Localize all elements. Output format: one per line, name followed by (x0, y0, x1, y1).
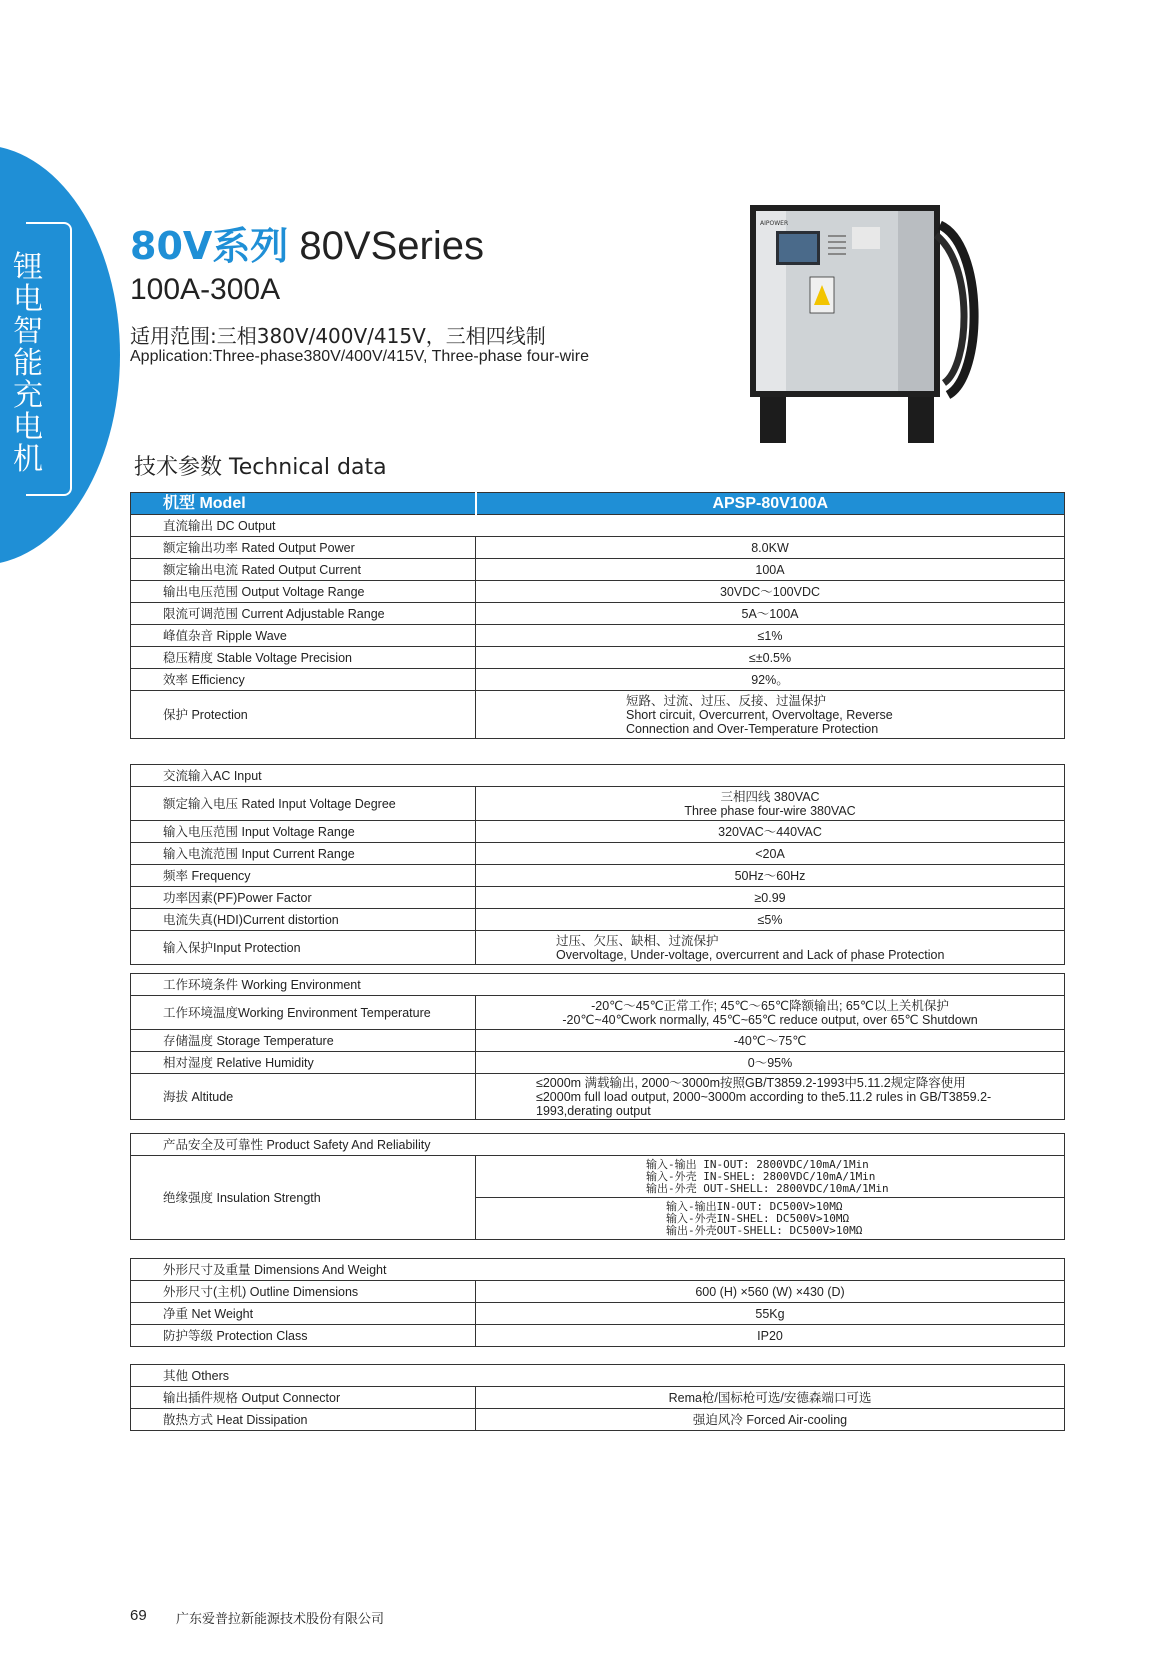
table-row: 功率因素(PF)Power Factor ≥0.99 (131, 887, 1065, 909)
env-title: 工作环境条件 Working Environment (131, 974, 1065, 996)
table-row: 散热方式 Heat Dissipation 强迫风冷 Forced Air-cooling (131, 1409, 1065, 1431)
title-en: 80VSeries (299, 224, 484, 268)
company-name: 广东爱普拉新能源技术股份有限公司 (176, 1612, 385, 1627)
spec-table-dims (130, 1258, 1065, 1347)
product-brand: AIPOWER (760, 220, 789, 227)
table-row: 效率 Efficiency 92%。 (131, 669, 1065, 691)
dims-title: 外形尺寸及重量 Dimensions And Weight (131, 1259, 1065, 1281)
page-title (130, 215, 484, 270)
spec-table-dc (130, 492, 1065, 739)
side-tab-label: 锂电智能充电机 (13, 250, 43, 477)
table-row: 外形尺寸(主机) Outline Dimensions 600 (H) ×560 (W) ×430 (D) (131, 1281, 1065, 1303)
table-row: 海拔 Altitude ≤2000m 满载输出, 2000～3000m按照GB/T3859.2-1993中5.11.2规定降容使用 ≤2000m full load output, 2000~3000m according to the5.11.2 rules in GB/T3859.2- 1993,derating output (131, 1074, 1065, 1120)
title-cn: 80V系列 (130, 224, 289, 268)
table-row: 工作环境温度Working Environment Temperature -20℃～45℃正常工作; 45℃～65℃降额输出; 65℃以上关机保护 -20℃~40℃work normally, 45℃~65℃ reduce output, over 65℃ Shutdown (131, 996, 1065, 1030)
section-title: 技术参数 Technical data (134, 455, 387, 480)
table-row: 相对湿度 Relative Humidity 0～95% (131, 1052, 1065, 1074)
scope-cn: 适用范围:三相380V/400V/415V，三相四线制 (130, 324, 546, 348)
table-row: 输入-输出IN-OUT: DC500V>10MΩ 输入-外壳IN-SHEL: DC500V>10MΩ 输出-外壳OUT-SHELL: DC500V>10MΩ (131, 1198, 1065, 1240)
table-row: 峰值杂音 Ripple Wave ≤1% (131, 625, 1065, 647)
table-row: 防护等级 Protection Class IP20 (131, 1325, 1065, 1347)
table-row: 频率 Frequency 50Hz～60Hz (131, 865, 1065, 887)
table-row: 净重 Net Weight 55Kg (131, 1303, 1065, 1325)
table-row: 输入保护Input Protection 过压、欠压、缺相、过流保护 Overvoltage, Under-voltage, overcurrent and Lack of phase Protection (131, 931, 1065, 965)
others-title: 其他 Others (131, 1365, 1065, 1387)
table-row: 绝缘强度 Insulation Strength 输入-输出 IN-OUT: 2800VDC/10mA/1Min 输入-外壳 IN-SHEL: 2800VDC/10mA/1Min 输出-外壳 OUT-SHELL: 2800VDC/10mA/1Min (131, 1156, 1065, 1198)
table-row: 输出插件规格 Output Connector Rema枪/国标枪可选/安德森端口可选 (131, 1387, 1065, 1409)
table-header-row (131, 493, 1065, 515)
scope-en: Application:Three-phase380V/400V/415V, Three-phase four-wire (130, 348, 589, 365)
table-row: 存储温度 Storage Temperature -40℃～75℃ (131, 1030, 1065, 1052)
spec-table-others (130, 1364, 1065, 1431)
table-row: 额定输入电压 Rated Input Voltage Degree 三相四线 380VAC Three phase four-wire 380VAC (131, 787, 1065, 821)
table-row: 额定输出电流 Rated Output Current 100A (131, 559, 1065, 581)
table-row: 限流可调范围 Current Adjustable Range 5A～100A (131, 603, 1065, 625)
safety-title: 产品安全及可靠性 Product Safety And Reliability (131, 1134, 1065, 1156)
spec-table-safety (130, 1133, 1065, 1240)
model-label: 机型 Model (131, 493, 476, 515)
charger-product-image (748, 205, 988, 455)
model-value: APSP-80V100A (476, 493, 1065, 515)
table-row: 输入电流范围 Input Current Range <20A (131, 843, 1065, 865)
table-row: 输入电压范围 Input Voltage Range 320VAC～440VAC (131, 821, 1065, 843)
table-row: 稳压精度 Stable Voltage Precision ≤±0.5% (131, 647, 1065, 669)
page-number: 69 (130, 1607, 147, 1624)
dc-output-title: 直流输出 DC Output (131, 515, 1065, 537)
table-row: 保护 Protection 短路、过流、过压、反接、过温保护 Short circuit, Overcurrent, Overvoltage, Reverse Connection and Over-Temperature Protection (131, 691, 1065, 739)
table-row: 额定输出功率 Rated Output Power 8.0KW (131, 537, 1065, 559)
table-row: 电流失真(HDI)Current distortion ≤5% (131, 909, 1065, 931)
ac-input-title: 交流输入AC Input (131, 765, 1065, 787)
spec-table-env (130, 973, 1065, 1120)
current-range: 100A-300A (130, 273, 281, 306)
table-row: 输出电压范围 Output Voltage Range 30VDC～100VDC (131, 581, 1065, 603)
spec-table-ac (130, 764, 1065, 965)
